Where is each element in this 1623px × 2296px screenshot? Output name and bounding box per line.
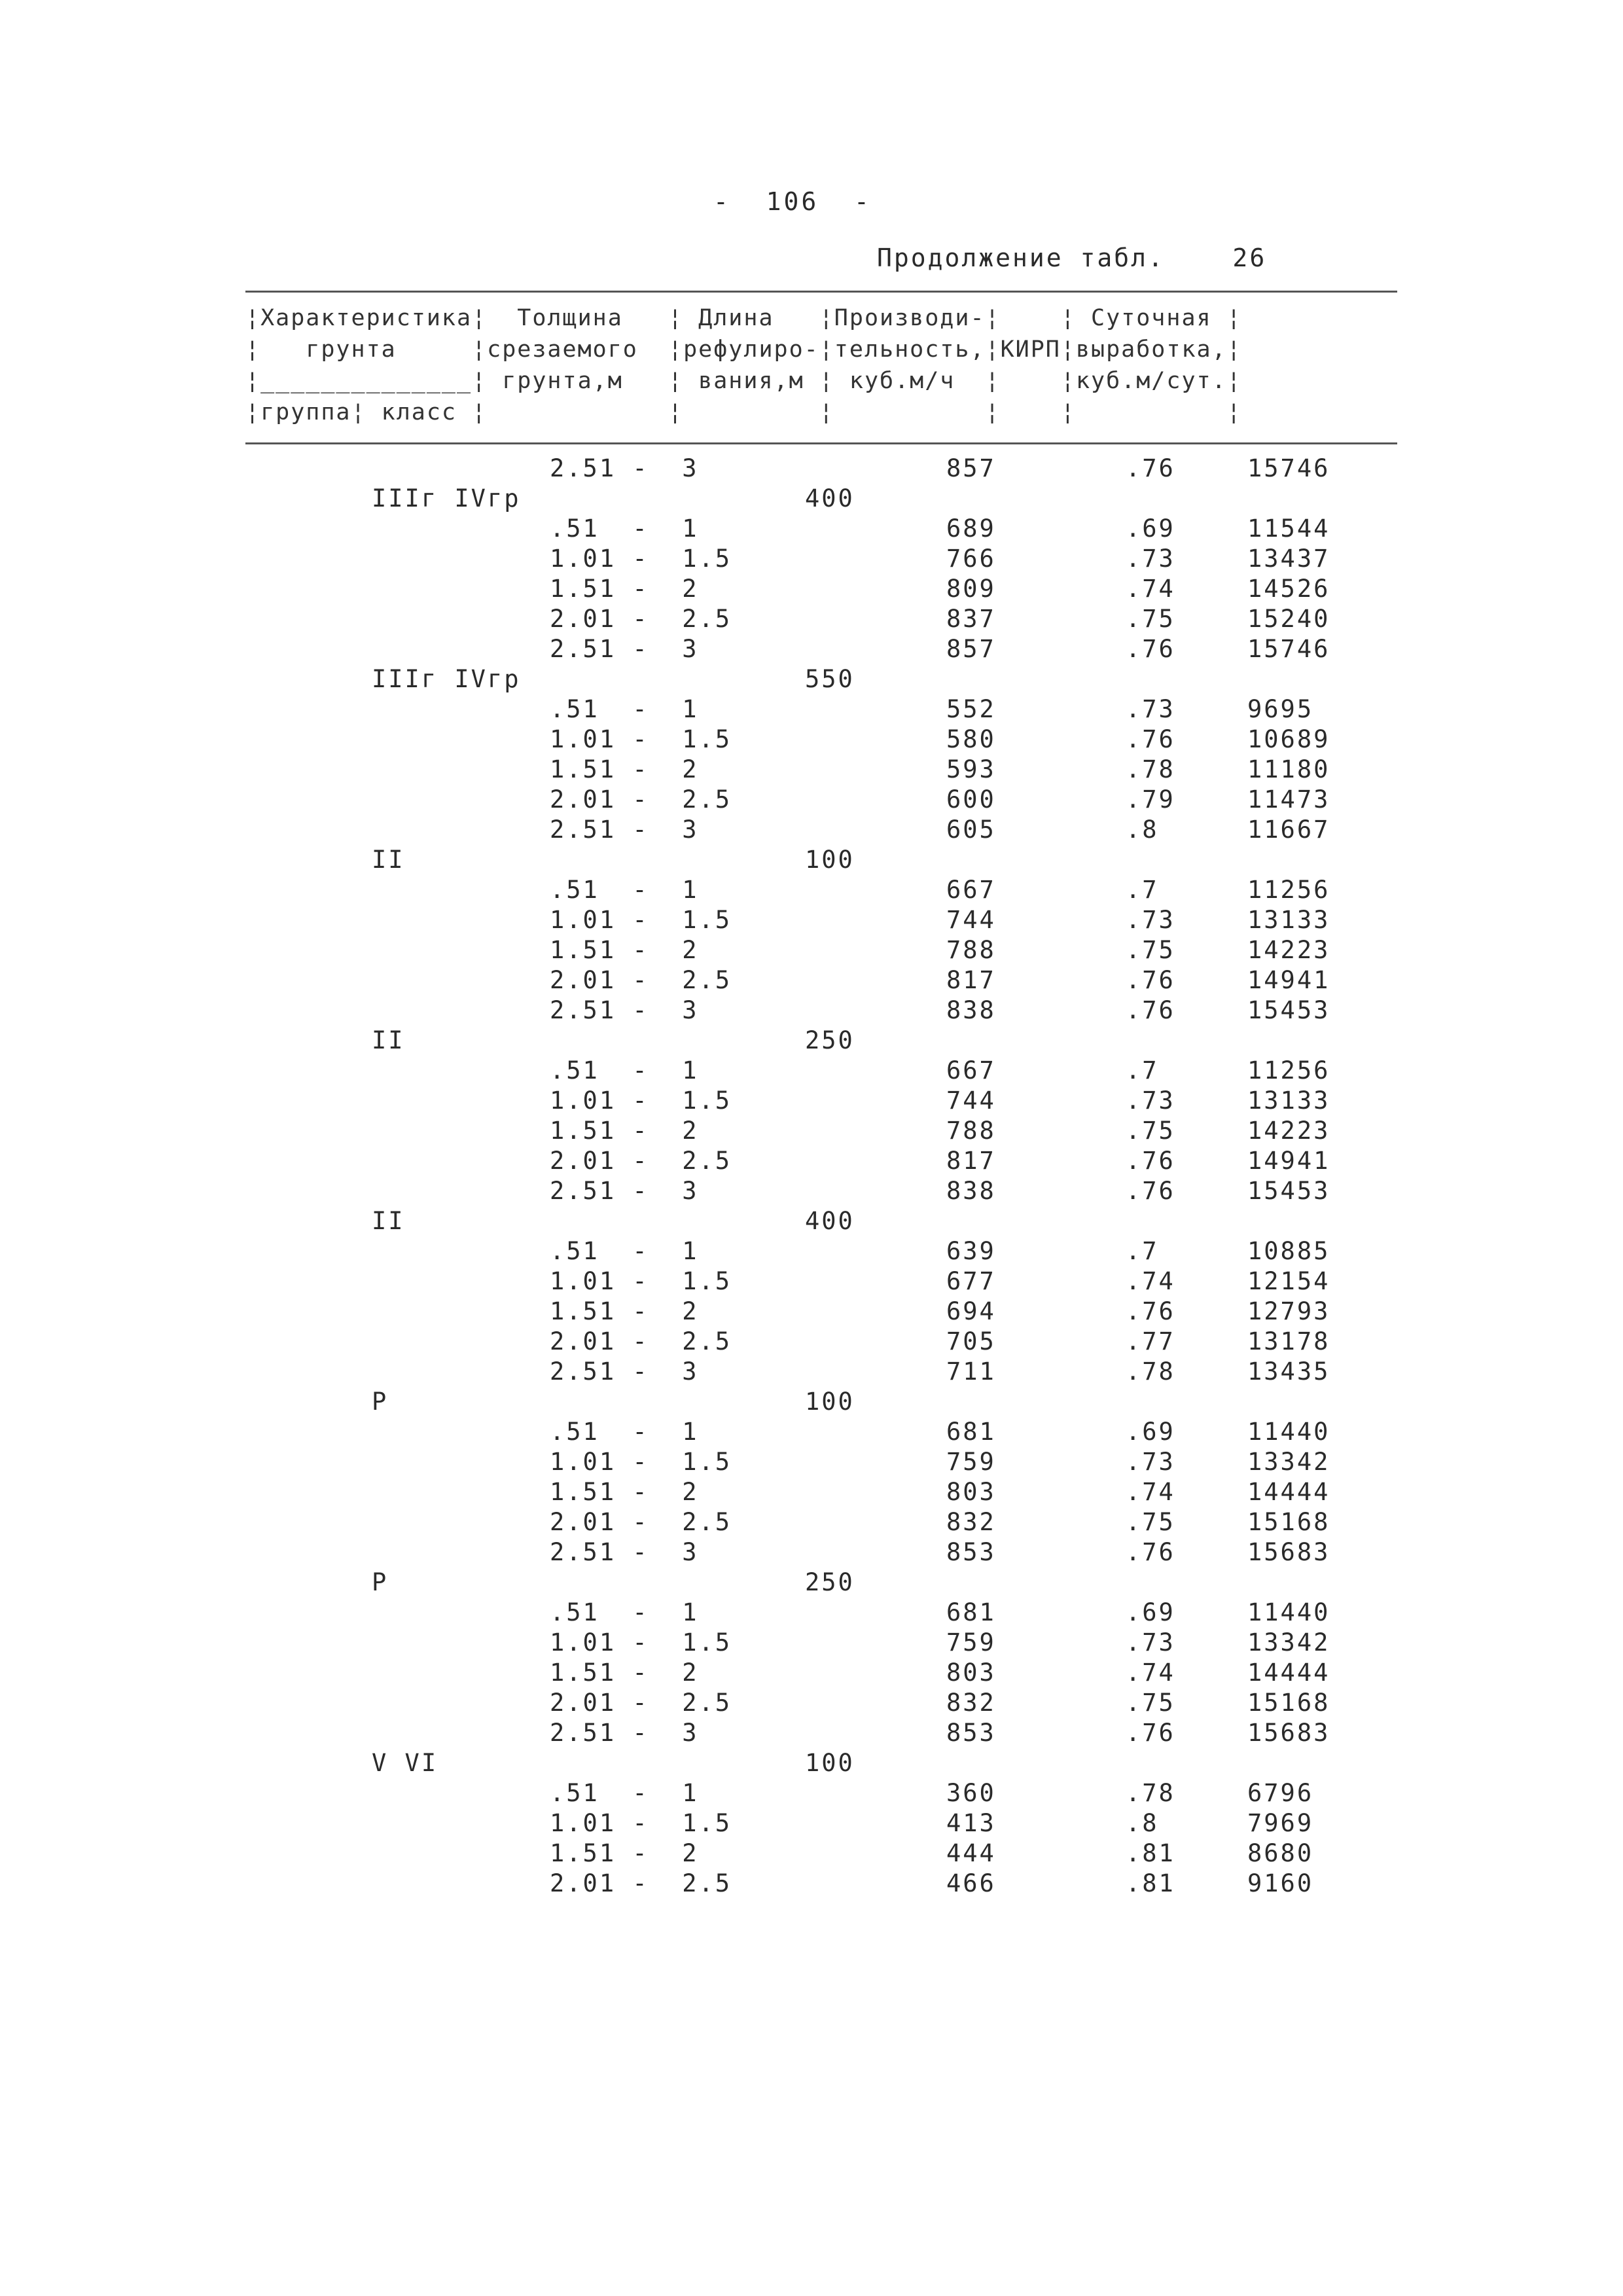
table-row <box>0 1114 1623 1144</box>
cut-thickness-cell: 2.01 - 2.5 <box>550 966 732 994</box>
cut-thickness-cell: 2.01 - 2.5 <box>550 605 732 633</box>
productivity-cell: 803 <box>946 1659 996 1687</box>
kirp-cell: .77 <box>1126 1327 1175 1355</box>
cut-thickness-cell: .51 - 1 <box>550 514 699 543</box>
table-row <box>0 813 1623 843</box>
daily-output-cell: 15168 <box>1247 1689 1330 1717</box>
kirp-cell: .74 <box>1126 1267 1175 1295</box>
productivity-cell: 413 <box>946 1809 996 1837</box>
soil-group-cell: IIIг IVгр <box>372 484 521 512</box>
kirp-cell: .81 <box>1126 1869 1175 1897</box>
table-header-line-3: ¦______________¦ грунта,м ¦ вания,м ¦ куб.м/ч ¦ ¦куб.м/сут.¦ <box>245 368 1242 394</box>
soil-group-cell: V VI <box>372 1749 438 1777</box>
daily-output-cell: 11256 <box>1247 1056 1330 1085</box>
kirp-cell: .73 <box>1126 1628 1175 1657</box>
kirp-cell: .79 <box>1126 785 1175 814</box>
kirp-cell: .76 <box>1126 1147 1175 1175</box>
productivity-cell: 593 <box>946 755 996 783</box>
daily-output-cell: 15683 <box>1247 1538 1330 1566</box>
table-row <box>0 1806 1623 1837</box>
table-row <box>0 1837 1623 1867</box>
productivity-cell: 803 <box>946 1478 996 1506</box>
cut-thickness-cell: 2.51 - 3 <box>550 1538 699 1566</box>
table-row <box>0 1686 1623 1716</box>
productivity-cell: 681 <box>946 1598 996 1626</box>
kirp-cell: .8 <box>1126 1809 1159 1837</box>
productivity-cell: 853 <box>946 1719 996 1747</box>
kirp-cell: .7 <box>1126 876 1159 904</box>
daily-output-cell: 12793 <box>1247 1297 1330 1325</box>
cut-thickness-cell: 1.51 - 2 <box>550 1297 699 1325</box>
cut-thickness-cell: 2.51 - 3 <box>550 454 699 482</box>
table-row <box>0 873 1623 903</box>
cut-thickness-cell: 2.01 - 2.5 <box>550 1147 732 1175</box>
pipeline-length-cell: 250 <box>805 1026 855 1054</box>
table-row <box>0 1596 1623 1626</box>
cut-thickness-cell: 2.51 - 3 <box>550 816 699 844</box>
daily-output-cell: 12154 <box>1247 1267 1330 1295</box>
pipeline-length-cell: 400 <box>805 1207 855 1235</box>
table-header-line-2: ¦ грунта ¦срезаемого ¦рефулиро-¦тельность,¦КИРП¦выработка,¦ <box>245 336 1242 363</box>
kirp-cell: .76 <box>1126 725 1175 753</box>
soil-group-cell: IIIг IVгр <box>372 665 521 693</box>
daily-output-cell: 6796 <box>1247 1779 1314 1807</box>
daily-output-cell: 15240 <box>1247 605 1330 633</box>
page-number: - 106 - <box>713 187 872 216</box>
cut-thickness-cell: 1.01 - 1.5 <box>550 1267 732 1295</box>
table-row <box>0 1355 1623 1385</box>
table-header-line-4: ¦группа¦ класс ¦ ¦ ¦ ¦ ¦ ¦ <box>245 399 1242 425</box>
kirp-cell: .75 <box>1126 1508 1175 1536</box>
kirp-cell: .76 <box>1126 996 1175 1024</box>
cut-thickness-cell: 1.01 - 1.5 <box>550 1086 732 1115</box>
soil-group-cell: II <box>372 846 405 874</box>
productivity-cell: 832 <box>946 1689 996 1717</box>
cut-thickness-cell: 1.01 - 1.5 <box>550 906 732 934</box>
productivity-cell: 837 <box>946 605 996 633</box>
soil-group-cell: II <box>372 1207 405 1235</box>
table-row <box>0 1415 1623 1445</box>
daily-output-cell: 15453 <box>1247 1177 1330 1205</box>
productivity-cell: 667 <box>946 876 996 904</box>
table-row <box>0 602 1623 632</box>
daily-output-cell: 13133 <box>1247 906 1330 934</box>
group-header-row <box>0 1024 1623 1054</box>
cut-thickness-cell: 2.01 - 2.5 <box>550 1327 732 1355</box>
productivity-cell: 838 <box>946 996 996 1024</box>
table-header-bottom-rule <box>245 442 1397 444</box>
cut-thickness-cell: 2.51 - 3 <box>550 996 699 1024</box>
daily-output-cell: 14526 <box>1247 575 1330 603</box>
daily-output-cell: 8680 <box>1247 1839 1314 1867</box>
cut-thickness-cell: 1.51 - 2 <box>550 936 699 964</box>
productivity-cell: 580 <box>946 725 996 753</box>
cut-thickness-cell: .51 - 1 <box>550 1056 699 1085</box>
soil-group-cell: P <box>372 1568 389 1596</box>
daily-output-cell: 11440 <box>1247 1418 1330 1446</box>
table-row <box>0 1475 1623 1505</box>
pipeline-length-cell: 100 <box>805 1749 855 1777</box>
kirp-cell: .69 <box>1126 514 1175 543</box>
cut-thickness-cell: 2.51 - 3 <box>550 1177 699 1205</box>
kirp-cell: .73 <box>1126 1448 1175 1476</box>
daily-output-cell: 7969 <box>1247 1809 1314 1837</box>
productivity-cell: 838 <box>946 1177 996 1205</box>
productivity-cell: 667 <box>946 1056 996 1085</box>
daily-output-cell: 14223 <box>1247 936 1330 964</box>
productivity-cell: 744 <box>946 1086 996 1115</box>
productivity-cell: 759 <box>946 1628 996 1657</box>
daily-output-cell: 11180 <box>1247 755 1330 783</box>
table-row <box>0 1445 1623 1475</box>
group-header-row <box>0 482 1623 512</box>
daily-output-cell: 15746 <box>1247 454 1330 482</box>
table-row <box>0 632 1623 662</box>
cut-thickness-cell: 1.51 - 2 <box>550 755 699 783</box>
table-row <box>0 783 1623 813</box>
cut-thickness-cell: 1.51 - 2 <box>550 1839 699 1867</box>
productivity-cell: 759 <box>946 1448 996 1476</box>
kirp-cell: .8 <box>1126 816 1159 844</box>
productivity-cell: 694 <box>946 1297 996 1325</box>
daily-output-cell: 14444 <box>1247 1478 1330 1506</box>
productivity-cell: 711 <box>946 1357 996 1386</box>
kirp-cell: .73 <box>1126 695 1175 723</box>
table-row <box>0 1144 1623 1174</box>
cut-thickness-cell: .51 - 1 <box>550 876 699 904</box>
table-row <box>0 1776 1623 1806</box>
kirp-cell: .78 <box>1126 755 1175 783</box>
cut-thickness-cell: 1.01 - 1.5 <box>550 1809 732 1837</box>
table-row <box>0 1656 1623 1686</box>
productivity-cell: 857 <box>946 635 996 663</box>
daily-output-cell: 14444 <box>1247 1659 1330 1687</box>
table-row <box>0 994 1623 1024</box>
pipeline-length-cell: 400 <box>805 484 855 512</box>
group-header-row <box>0 662 1623 692</box>
table-row <box>0 933 1623 963</box>
group-header-row <box>0 1385 1623 1415</box>
kirp-cell: .75 <box>1126 605 1175 633</box>
table-row <box>0 542 1623 572</box>
table-row <box>0 1626 1623 1656</box>
pipeline-length-cell: 250 <box>805 1568 855 1596</box>
table-row <box>0 1867 1623 1897</box>
kirp-cell: .81 <box>1126 1839 1175 1867</box>
cut-thickness-cell: 1.51 - 2 <box>550 1478 699 1506</box>
kirp-cell: .76 <box>1126 1538 1175 1566</box>
table-row <box>0 753 1623 783</box>
daily-output-cell: 9160 <box>1247 1869 1314 1897</box>
daily-output-cell: 14941 <box>1247 966 1330 994</box>
kirp-cell: .78 <box>1126 1357 1175 1386</box>
productivity-cell: 677 <box>946 1267 996 1295</box>
kirp-cell: .69 <box>1126 1598 1175 1626</box>
table-row <box>0 512 1623 542</box>
cut-thickness-cell: .51 - 1 <box>550 1598 699 1626</box>
daily-output-cell: 15453 <box>1247 996 1330 1024</box>
cut-thickness-cell: 2.01 - 2.5 <box>550 785 732 814</box>
kirp-cell: .7 <box>1126 1056 1159 1085</box>
daily-output-cell: 11440 <box>1247 1598 1330 1626</box>
kirp-cell: .74 <box>1126 575 1175 603</box>
pipeline-length-cell: 100 <box>805 846 855 874</box>
daily-output-cell: 11256 <box>1247 876 1330 904</box>
daily-output-cell: 13342 <box>1247 1628 1330 1657</box>
cut-thickness-cell: .51 - 1 <box>550 1779 699 1807</box>
productivity-cell: 705 <box>946 1327 996 1355</box>
daily-output-cell: 10689 <box>1247 725 1330 753</box>
cut-thickness-cell: .51 - 1 <box>550 695 699 723</box>
productivity-cell: 360 <box>946 1779 996 1807</box>
daily-output-cell: 13435 <box>1247 1357 1330 1386</box>
table-row <box>0 1054 1623 1084</box>
group-header-row <box>0 1204 1623 1234</box>
kirp-cell: .75 <box>1126 1689 1175 1717</box>
table-row <box>0 963 1623 994</box>
cut-thickness-cell: 2.01 - 2.5 <box>550 1508 732 1536</box>
cut-thickness-cell: 1.51 - 2 <box>550 1659 699 1687</box>
productivity-cell: 857 <box>946 454 996 482</box>
table-row <box>0 1265 1623 1295</box>
kirp-cell: .75 <box>1126 1117 1175 1145</box>
kirp-cell: .75 <box>1126 936 1175 964</box>
productivity-cell: 689 <box>946 514 996 543</box>
daily-output-cell: 9695 <box>1247 695 1314 723</box>
kirp-cell: .76 <box>1126 966 1175 994</box>
productivity-cell: 744 <box>946 906 996 934</box>
pipeline-length-cell: 100 <box>805 1388 855 1416</box>
cut-thickness-cell: 1.01 - 1.5 <box>550 1628 732 1657</box>
daily-output-cell: 11473 <box>1247 785 1330 814</box>
table-row <box>0 1295 1623 1325</box>
productivity-cell: 600 <box>946 785 996 814</box>
cut-thickness-cell: 1.01 - 1.5 <box>550 545 732 573</box>
kirp-cell: .73 <box>1126 545 1175 573</box>
productivity-cell: 466 <box>946 1869 996 1897</box>
table-row <box>0 692 1623 723</box>
kirp-cell: .73 <box>1126 906 1175 934</box>
table-top-rule <box>245 291 1397 293</box>
daily-output-cell: 15746 <box>1247 635 1330 663</box>
cut-thickness-cell: 2.51 - 3 <box>550 1357 699 1386</box>
table-row <box>0 1084 1623 1114</box>
table-continuation-label: Продолжение табл. 26 <box>877 243 1267 272</box>
cut-thickness-cell: 1.01 - 1.5 <box>550 725 732 753</box>
table-row <box>0 572 1623 602</box>
daily-output-cell: 13437 <box>1247 545 1330 573</box>
table-header-line-1: ¦Характеристика¦ Толщина ¦ Длина ¦Производи-¦ ¦ Суточная ¦ <box>245 305 1242 331</box>
cut-thickness-cell: 1.01 - 1.5 <box>550 1448 732 1476</box>
daily-output-cell: 14941 <box>1247 1147 1330 1175</box>
table-row <box>0 1535 1623 1566</box>
cut-thickness-cell: 1.51 - 2 <box>550 575 699 603</box>
cut-thickness-cell: 2.51 - 3 <box>550 1719 699 1747</box>
productivity-cell: 444 <box>946 1839 996 1867</box>
table-row <box>0 452 1623 482</box>
productivity-cell: 817 <box>946 966 996 994</box>
cut-thickness-cell: .51 - 1 <box>550 1237 699 1265</box>
daily-output-cell: 14223 <box>1247 1117 1330 1145</box>
kirp-cell: .76 <box>1126 1719 1175 1747</box>
productivity-cell: 681 <box>946 1418 996 1446</box>
kirp-cell: .78 <box>1126 1779 1175 1807</box>
daily-output-cell: 15168 <box>1247 1508 1330 1536</box>
table-row <box>0 903 1623 933</box>
daily-output-cell: 15683 <box>1247 1719 1330 1747</box>
productivity-cell: 766 <box>946 545 996 573</box>
soil-group-cell: P <box>372 1388 389 1416</box>
table-row <box>0 1505 1623 1535</box>
table-row <box>0 1716 1623 1746</box>
productivity-cell: 788 <box>946 936 996 964</box>
cut-thickness-cell: 2.01 - 2.5 <box>550 1689 732 1717</box>
table-row <box>0 1325 1623 1355</box>
cut-thickness-cell: .51 - 1 <box>550 1418 699 1446</box>
kirp-cell: .76 <box>1126 1177 1175 1205</box>
cut-thickness-cell: 2.01 - 2.5 <box>550 1869 732 1897</box>
group-header-row <box>0 1566 1623 1596</box>
daily-output-cell: 13133 <box>1247 1086 1330 1115</box>
daily-output-cell: 13178 <box>1247 1327 1330 1355</box>
kirp-cell: .7 <box>1126 1237 1159 1265</box>
productivity-cell: 832 <box>946 1508 996 1536</box>
table-row <box>0 1234 1623 1265</box>
table-row <box>0 723 1623 753</box>
daily-output-cell: 11667 <box>1247 816 1330 844</box>
productivity-cell: 552 <box>946 695 996 723</box>
daily-output-cell: 11544 <box>1247 514 1330 543</box>
table-row <box>0 1174 1623 1204</box>
kirp-cell: .76 <box>1126 1297 1175 1325</box>
kirp-cell: .73 <box>1126 1086 1175 1115</box>
productivity-cell: 788 <box>946 1117 996 1145</box>
pipeline-length-cell: 550 <box>805 665 855 693</box>
soil-group-cell: II <box>372 1026 405 1054</box>
kirp-cell: .69 <box>1126 1418 1175 1446</box>
productivity-cell: 639 <box>946 1237 996 1265</box>
group-header-row <box>0 1746 1623 1776</box>
kirp-cell: .76 <box>1126 454 1175 482</box>
productivity-cell: 605 <box>946 816 996 844</box>
table-body <box>0 452 1623 1897</box>
kirp-cell: .74 <box>1126 1478 1175 1506</box>
daily-output-cell: 13342 <box>1247 1448 1330 1476</box>
kirp-cell: .74 <box>1126 1659 1175 1687</box>
productivity-cell: 809 <box>946 575 996 603</box>
group-header-row <box>0 843 1623 873</box>
kirp-cell: .76 <box>1126 635 1175 663</box>
cut-thickness-cell: 2.51 - 3 <box>550 635 699 663</box>
productivity-cell: 853 <box>946 1538 996 1566</box>
cut-thickness-cell: 1.51 - 2 <box>550 1117 699 1145</box>
daily-output-cell: 10885 <box>1247 1237 1330 1265</box>
productivity-cell: 817 <box>946 1147 996 1175</box>
